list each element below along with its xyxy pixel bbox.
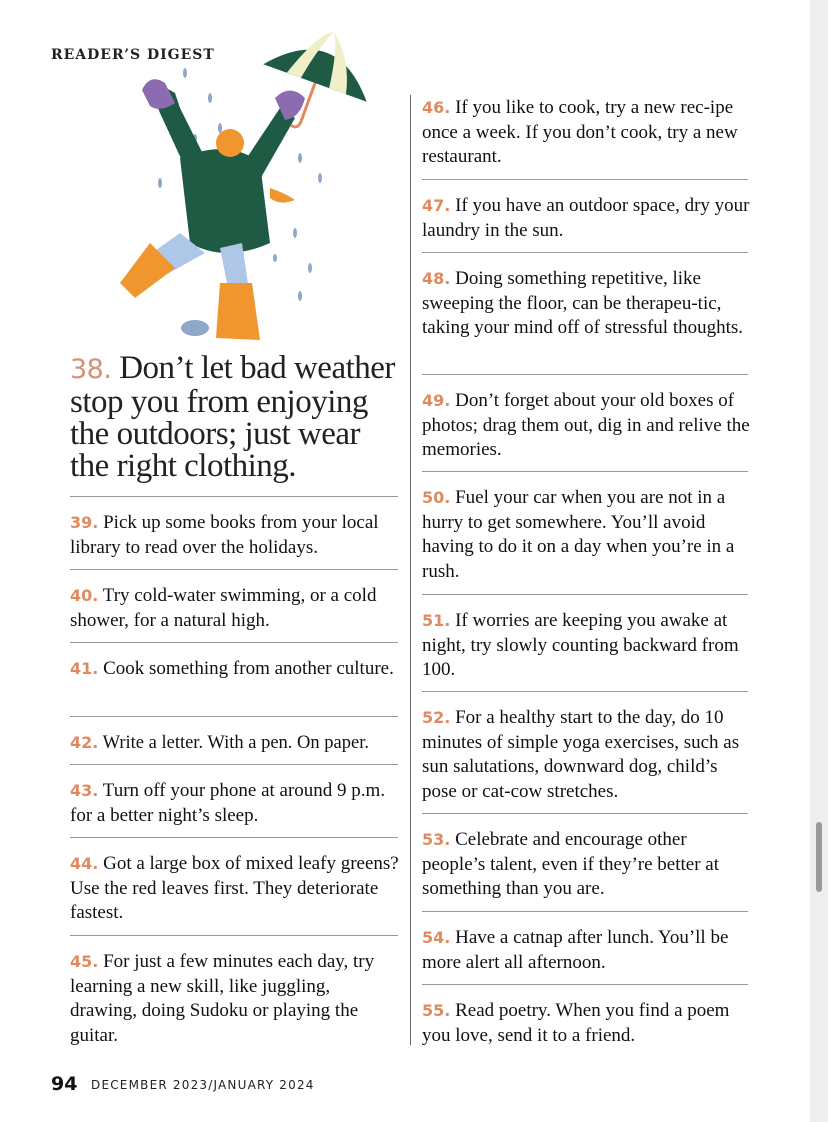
tip-number: 49.	[422, 391, 451, 410]
tip-number: 52.	[422, 708, 451, 727]
tip-text: Fuel your car when you are not in a hurry to get somewhere. You’ll avoid having to do it on a day when you’re in a rush.	[422, 487, 735, 582]
tip-text: Read poetry. When you find a poem you love, send it to a friend.	[422, 1000, 730, 1046]
tip-49	[422, 389, 752, 463]
divider	[70, 716, 398, 717]
tip-42	[70, 731, 400, 756]
tip-41	[70, 657, 400, 682]
tip-text: Turn off your phone at around 9 p.m. for a better night’s sleep.	[70, 780, 386, 826]
tip-number: 42.	[70, 733, 99, 752]
divider	[422, 813, 748, 814]
featured-tip-38	[70, 352, 400, 482]
person-with-umbrella-icon	[120, 28, 380, 348]
tip-text: If you like to cook, try a new rec-ipe once a week. If you don’t cook, try a new restaurant.	[422, 97, 738, 167]
tip-number: 55.	[422, 1001, 451, 1020]
tip-number: 51.	[422, 611, 451, 630]
divider	[422, 984, 748, 985]
divider	[422, 471, 748, 472]
tip-number: 47.	[422, 196, 451, 215]
tip-number: 41.	[70, 659, 99, 678]
page-number: 94	[51, 1073, 78, 1095]
tip-number: 39.	[70, 513, 99, 532]
tip-55	[422, 999, 752, 1048]
tip-text: Don’t let bad weather stop you from enjoying the outdoors; just wear the right clothing.	[70, 350, 395, 484]
tip-39	[70, 511, 400, 560]
tip-number: 38.	[70, 354, 112, 385]
divider	[70, 837, 398, 838]
tip-text: Got a large box of mixed leafy greens? Use the red leaves first. They deteriorate fastest.	[70, 853, 399, 923]
tip-text: If you have an outdoor space, dry your laundry in the sun.	[422, 195, 750, 241]
tip-text: If worries are keeping you awake at night, try slowly counting backward from 100.	[422, 610, 739, 680]
tip-text: Have a catnap after lunch. You’ll be more alert all afternoon.	[422, 927, 729, 973]
tip-text: For just a few minutes each day, try learning a new skill, like juggling, drawing, doing Sudoku or playing the guitar.	[70, 951, 375, 1046]
tip-number: 46.	[422, 98, 451, 117]
tip-text: Doing something repetitive, like sweeping the floor, can be therapeu-tic, taking your mind off of stressful thoughts.	[422, 268, 744, 338]
divider	[70, 642, 398, 643]
divider	[422, 374, 748, 375]
divider	[70, 496, 398, 497]
tip-51	[422, 609, 752, 683]
tip-number: 40.	[70, 586, 99, 605]
tip-number: 43.	[70, 781, 99, 800]
tip-50	[422, 486, 752, 584]
tip-number: 45.	[70, 952, 99, 971]
tip-text: Write a letter. With a pen. On paper.	[98, 733, 369, 753]
issue-date: DECEMBER 2023/JANUARY 2024	[91, 1078, 315, 1092]
divider	[422, 252, 748, 253]
tip-number: 53.	[422, 830, 451, 849]
tip-number: 44.	[70, 854, 99, 873]
tip-text: For a healthy start to the day, do 10 minutes of simple yoga exercises, such as sun salutations, downward dog, child’s pose or cat-cow stretches.	[422, 707, 740, 802]
divider	[422, 911, 748, 912]
divider	[422, 691, 748, 692]
tip-45	[70, 950, 400, 1048]
tip-46	[422, 96, 752, 170]
divider	[422, 179, 748, 180]
tip-number: 48.	[422, 269, 451, 288]
tip-text: Celebrate and encourage other people’s talent, even if they’re better at something than you are.	[422, 829, 720, 899]
scrollbar-track[interactable]	[810, 0, 828, 1122]
tip-44	[70, 852, 400, 926]
tip-54	[422, 926, 752, 975]
tip-text: Try cold-water swimming, or a cold shower, for a natural high.	[70, 585, 377, 631]
tip-53	[422, 828, 752, 902]
publication-name: READER’S DIGEST	[51, 47, 215, 63]
column-divider	[410, 95, 411, 1045]
divider	[70, 935, 398, 936]
divider	[70, 569, 398, 570]
tip-text: Cook something from another culture.	[98, 658, 394, 679]
tip-40	[70, 584, 400, 633]
tip-47	[422, 194, 752, 243]
divider	[70, 764, 398, 765]
tip-text: Pick up some books from your local library to read over the holidays.	[70, 512, 379, 558]
tip-number: 50.	[422, 488, 451, 507]
scrollbar-thumb[interactable]	[816, 822, 822, 892]
tip-text: Don’t forget about your old boxes of photos; drag them out, dig in and relive the memories.	[422, 390, 750, 460]
divider	[422, 594, 748, 595]
tip-52	[422, 706, 752, 804]
tip-number: 54.	[422, 928, 451, 947]
tip-48	[422, 267, 752, 341]
tip-43	[70, 779, 400, 828]
